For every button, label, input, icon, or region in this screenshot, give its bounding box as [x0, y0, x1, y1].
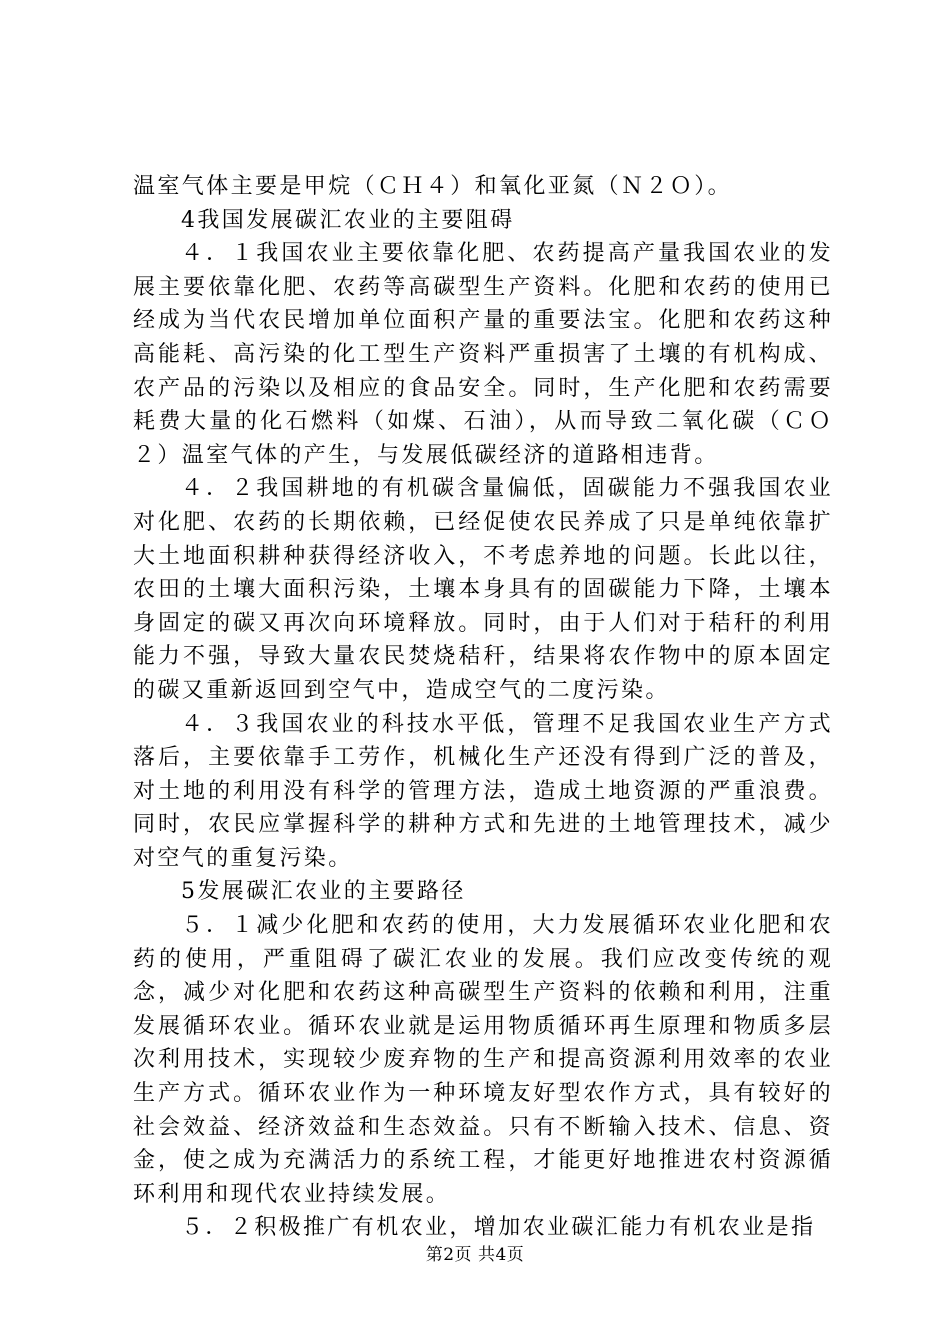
- paragraph-5-2: ５．２积极推广有机农业，增加农业碳汇能力有机农业是指: [181, 1215, 816, 1241]
- paragraph-5-1: ５．１减少化肥和农药的使用，大力发展循环农业化肥和农药的使用，严重阻碍了碳汇农业的发展。我们应改变传统的观念，减少对化肥和农药这种高碳型生产资料的依赖和利用，注重发展循环农业。循环农业就是运用物质循环再生原理和物质多层次利用技术，实现较少废弃物的生产和提高资源利用效率的农业生产方式。循环农业作为一种环境友好型农作方式，具有较好的社会效益、经济效益和生态效益。只有不断输入技术、信息、资金，使之成为充满活力的系统工程，才能更好地推进农村资源循环利用和现代农业持续发展。: [133, 913, 833, 1207]
- paragraph-4-1: ４．１我国农业主要依靠化肥、农药提高产量我国农业的发展主要依靠化肥、农药等高碳型生产资料。化肥和农药的使用已经成为当代农民增加单位面积产量的重要法宝。化肥和农药这种高能耗、高污染的化工型生产资料严重损害了土壤的有机构成、农产品的污染以及相应的食品安全。同时，生产化肥和农药需要耗费大量的化石燃料（如煤、石油），从而导致二氧化碳（ＣＯ２）温室气体的产生，与发展低碳经济的道路相违背。: [133, 241, 833, 468]
- section-heading-4: 4我国发展碳汇农业的主要阻碍: [181, 207, 515, 233]
- paragraph-4-3: ４．３我国农业的科技水平低，管理不足我国农业生产方式落后，主要依靠手工劳作，机械化生产还没有得到广泛的普及，对土地的利用没有科学的管理方法，造成土地资源的严重浪费。同时，农民应掌握科学的耕种方式和先进的土地管理技术，减少对空气的重复污染。: [133, 711, 833, 871]
- paragraph-4-2: ４．２我国耕地的有机碳含量偏低，固碳能力不强我国农业对化肥、农药的长期依赖，已经促使农民养成了只是单纯依靠扩大土地面积耕种获得经济收入，不考虑养地的问题。长此以往，农田的土壤大面积污染，土壤本身具有的固碳能力下降，土壤本身固定的碳又再次向环境释放。同时，由于人们对于秸秆的利用能力不强，导致大量农民焚烧秸秆，结果将农作物中的原本固定的碳又重新返回到空气中，造成空气的二度污染。: [133, 476, 833, 703]
- section-heading-5: 5发展碳汇农业的主要路径: [181, 879, 466, 905]
- page-footer: [0, 1240, 950, 1265]
- document-body: [133, 170, 833, 1245]
- paragraph-continuation: 温室气体主要是甲烷（ＣＨ４）和氧化亚氮（Ｎ２Ｏ）。: [133, 174, 733, 199]
- page-indicator: 第2页 共4页: [425, 1245, 525, 1265]
